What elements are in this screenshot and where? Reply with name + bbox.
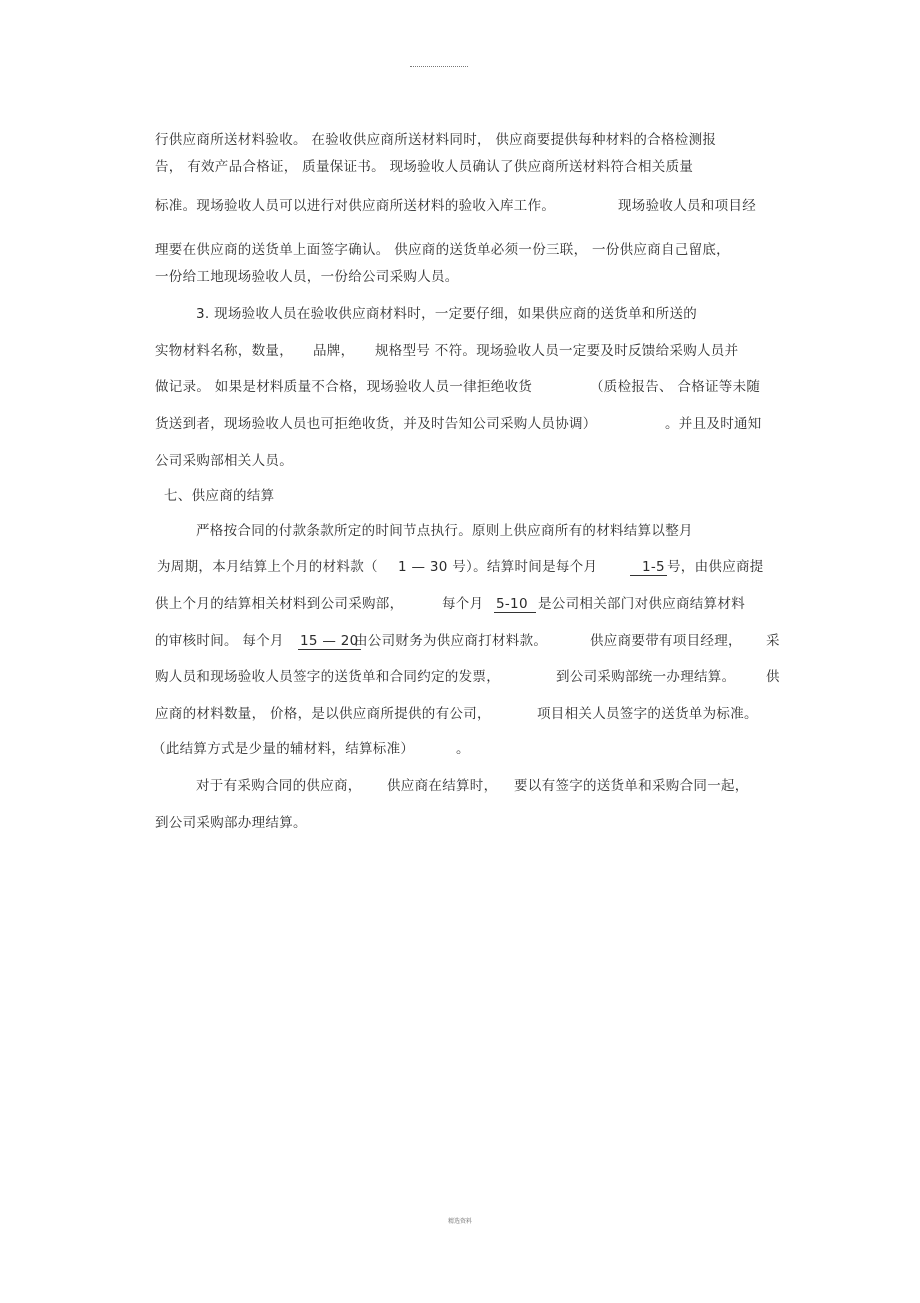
- text-line: 项目相关人员签字的送货单为标准。: [537, 706, 758, 722]
- underlined-value: [298, 632, 361, 650]
- text-line: 做记录。 如果是材料质量不合格，现场验收人员一律拒绝收货: [155, 379, 533, 395]
- underlined-value: [494, 595, 536, 613]
- text-line: 理要在供应商的送货单上面签字确认。 供应商的送货单必须一份三联， 一份供应商自己留底，: [155, 242, 730, 258]
- text-line: 实物材料名称，数量，: [155, 343, 293, 359]
- text-line: 规格型号 不符。现场验收人员一定要及时反馈给采购人员并: [375, 343, 739, 359]
- text-line: 告， 有效产品合格证， 质量保证书。 现场验收人员确认了供应商所送材料符合相关质量: [155, 159, 694, 175]
- text-line: 供上个月的结算相关材料到公司采购部，: [155, 596, 404, 612]
- text-line: 标准。现场验收人员可以进行对供应商所送材料的验收入库工作。: [155, 198, 556, 214]
- text-line: 。并且及时通知: [665, 416, 762, 432]
- text-line: 现场验收人员和项目经: [618, 198, 756, 214]
- text-line: 到公司采购部统一办理结算。: [556, 669, 736, 685]
- text-line: 货送到者，现场验收人员也可拒绝收货，并及时告知公司采购人员协调）: [155, 416, 597, 432]
- text-line: 是公司相关部门对供应商结算材料: [538, 596, 745, 612]
- text-line: 为周期，本月结算上个月的材料款（: [157, 559, 378, 575]
- text-line: 采: [766, 633, 780, 649]
- text-line: （质检报告、 合格证等未随: [590, 379, 761, 395]
- header-rule: [410, 66, 468, 67]
- text-line: 1 — 30 号）。结算时间是每个月: [398, 559, 598, 575]
- page-footer: 精选资料: [447, 1218, 472, 1225]
- underlined-value: [630, 558, 667, 576]
- text-line: 行供应商所送材料验收。 在验收供应商所送材料同时， 供应商要提供每种材料的合格检测报: [155, 132, 717, 148]
- text-line: 号，由供应商提: [667, 559, 764, 575]
- text-line: 要以有签字的送货单和采购合同一起，: [514, 778, 749, 794]
- text-line: 对于有采购合同的供应商，: [196, 778, 362, 794]
- text-line: 品牌，: [313, 343, 355, 359]
- text-line: 公司采购部相关人员。: [155, 453, 293, 469]
- text-line: 供: [766, 669, 780, 685]
- text-line: 严格按合同的付款条款所定的时间节点执行。原则上供应商所有的材料结算以整月: [196, 523, 693, 539]
- settle-days: 1-5: [630, 560, 667, 576]
- text-line: 由公司财务为供应商打材料款。: [354, 633, 548, 649]
- text-line: 每个月: [442, 596, 484, 612]
- text-line: 一份给工地现场验收人员，一份给公司采购人员。: [155, 269, 459, 285]
- audit-days: 5-10: [494, 597, 536, 613]
- text-line: 应商的材料数量， 价格，是以供应商所提供的有公司，: [155, 706, 491, 722]
- text-line: 到公司采购部办理结算。: [155, 815, 307, 831]
- payment-days: 15 — 20: [300, 633, 359, 649]
- text-line: 的审核时间。 每个月: [155, 633, 284, 649]
- text-line: 供应商在结算时，: [387, 778, 498, 794]
- section-heading: 七、供应商的结算: [164, 488, 275, 504]
- text-line: 购人员和现场验收人员签字的送货单和合同约定的发票，: [155, 669, 500, 685]
- text-line: （此结算方式是少量的辅材料，结算标准）: [152, 741, 415, 757]
- text-line: 3. 现场验收人员在验收供应商材料时，一定要仔细，如果供应商的送货单和所送的: [196, 306, 698, 322]
- text-line: 供应商要带有项目经理，: [590, 633, 742, 649]
- text-line: 。: [456, 741, 470, 757]
